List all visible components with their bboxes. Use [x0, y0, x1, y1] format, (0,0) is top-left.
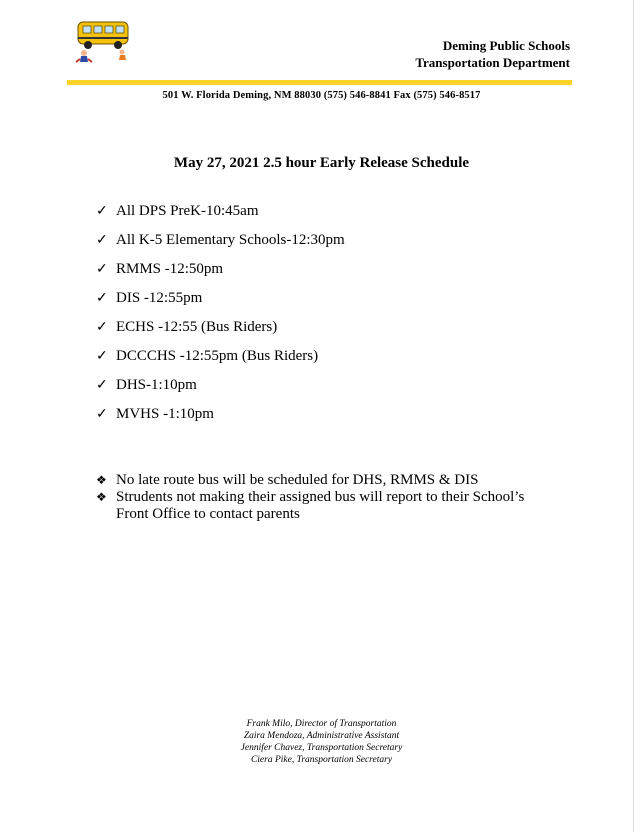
schedule-entry: All DPS PreK-10:45am — [116, 203, 259, 219]
schedule-entry: DCCCHS -12:55pm (Bus Riders) — [116, 348, 319, 364]
schedule-entry: ECHS -12:55 (Bus Riders) — [116, 319, 278, 335]
list-item — [96, 489, 546, 523]
staff-line: Jennifer Chavez, Transportation Secretary — [240, 743, 403, 753]
address-line: 501 W. Florida Deming, NM 88030 (575) 546-8841 Fax (575) 546-8517 — [162, 90, 481, 101]
list-item — [96, 348, 345, 377]
list-item — [96, 203, 345, 232]
staff-signature-block — [0, 718, 643, 766]
release-schedule-list — [96, 203, 345, 435]
school-bus-icon — [72, 16, 134, 66]
staff-line: Zaira Mendoza, Administrative Assistant — [243, 731, 400, 741]
schedule-entry: DHS-1:10pm — [116, 377, 197, 393]
diamond-bullet-icon: ❖ — [96, 473, 107, 487]
notes-list — [96, 472, 546, 523]
checkmark-icon: ✓ — [96, 233, 108, 248]
list-item — [96, 261, 345, 290]
checkmark-icon: ✓ — [96, 407, 108, 422]
header-rule — [67, 80, 572, 85]
schedule-entry: RMMS -12:50pm — [116, 261, 224, 277]
checkmark-icon: ✓ — [96, 378, 108, 393]
list-item — [96, 290, 345, 319]
list-item — [96, 319, 345, 348]
checkmark-icon: ✓ — [96, 204, 108, 219]
department-name: Transportation Department — [415, 55, 570, 70]
page-title: May 27, 2021 2.5 hour Early Release Schedule — [173, 155, 470, 171]
organization-name: Deming Public Schools — [442, 38, 570, 53]
staff-line: Frank Milo, Director of Transportation — [246, 719, 397, 729]
checkmark-icon: ✓ — [96, 349, 108, 364]
checkmark-icon: ✓ — [96, 320, 108, 335]
checkmark-icon: ✓ — [96, 291, 108, 306]
schedule-entry: All K-5 Elementary Schools-12:30pm — [116, 232, 345, 248]
note-text: No late route bus will be scheduled for DHS, RMMS & DIS — [116, 472, 479, 488]
schedule-entry: DIS -12:55pm — [116, 290, 203, 306]
checkmark-icon: ✓ — [96, 262, 108, 277]
diamond-bullet-icon: ❖ — [96, 490, 107, 504]
staff-line: Ciera Pike, Transportation Secretary — [250, 755, 393, 765]
list-item — [96, 377, 345, 406]
list-item — [96, 406, 345, 435]
list-item — [96, 472, 546, 489]
note-text: Strudents not making their assigned bus will report to their School’s Front Office to contact parents — [116, 489, 525, 522]
schedule-entry: MVHS -1:10pm — [116, 406, 214, 422]
list-item — [96, 232, 345, 261]
